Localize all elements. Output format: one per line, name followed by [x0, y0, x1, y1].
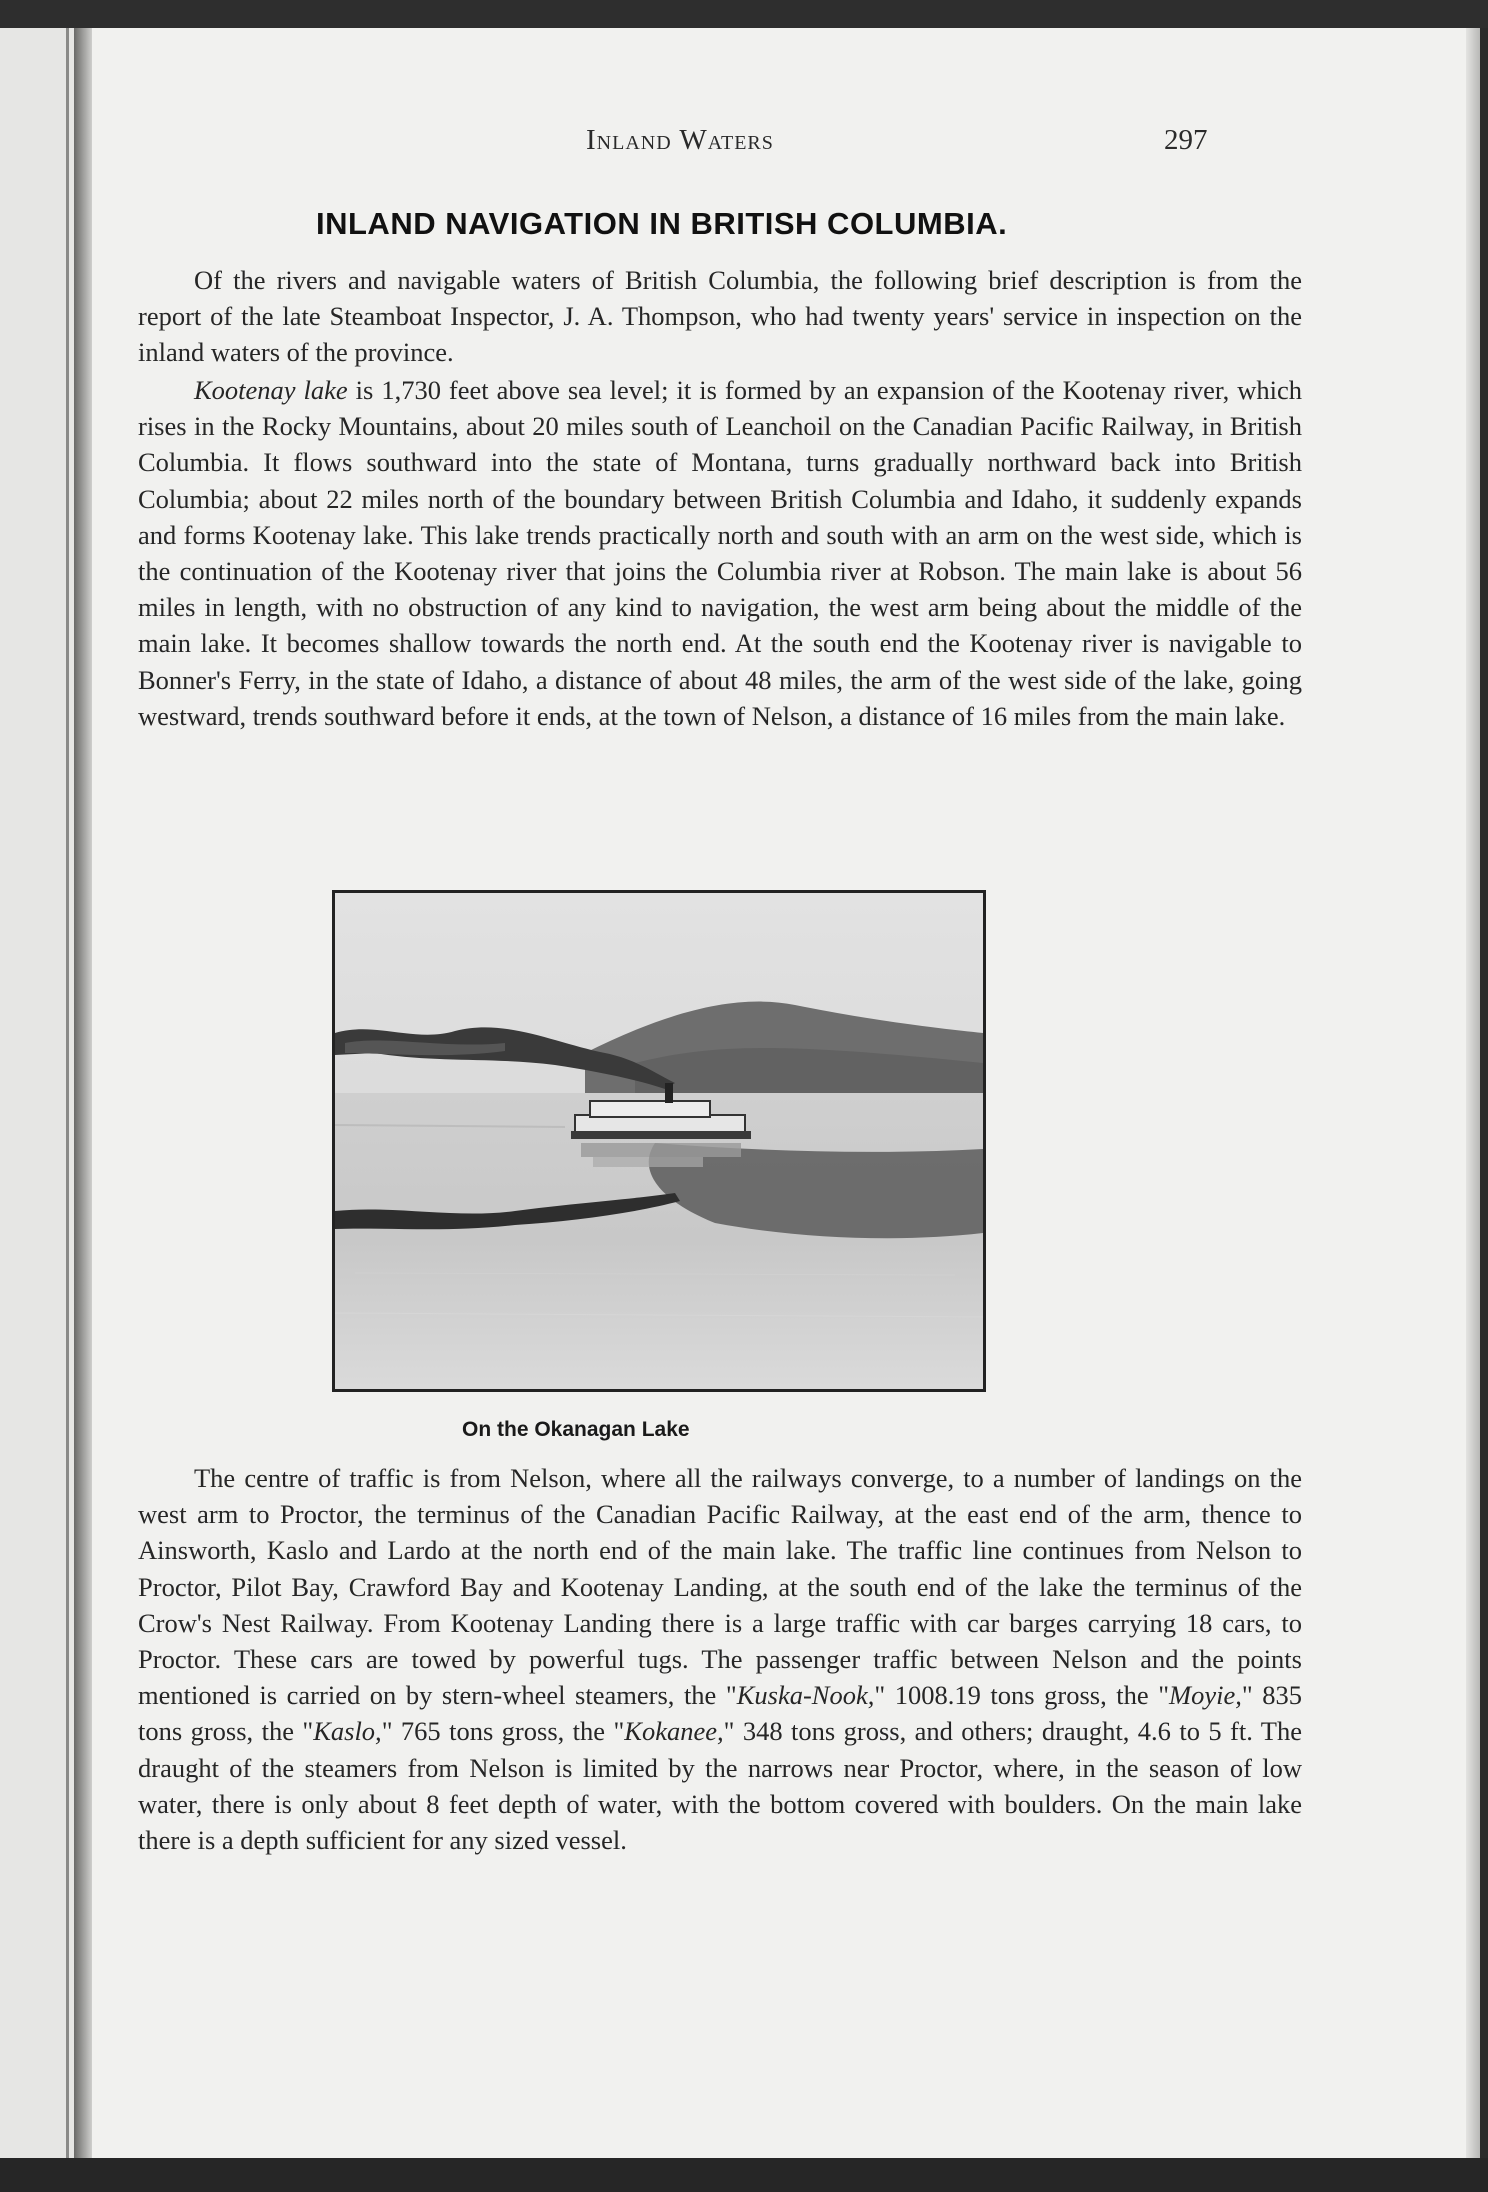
page-number: 297 [1164, 124, 1208, 156]
paragraph-traffic [138, 1460, 1302, 1858]
lake-steamer-photo [332, 890, 986, 1392]
ship-name-kaslo: Kaslo, [313, 1716, 382, 1747]
facing-page-edge [0, 28, 92, 2158]
ship-name-kuska-nook: Kuska-Nook, [736, 1680, 875, 1711]
paragraph-kootenay-lake [138, 372, 1302, 734]
paragraph-traffic-text-d: " 765 tons gross, the " [381, 1716, 625, 1747]
scan-bottom-border [0, 2158, 1488, 2192]
paragraph-traffic-text-e: " 348 tons gross, and others; draught, 4.6 to 5 ft. The draught of the steamers from Nelson is limited by the narrows near Proctor, where, in the season of low water, there is only about 8 feet depth of water, with the bottom covered with boulders. On the main lake there is a depth sufficient for any sized vessel. [138, 1716, 1302, 1856]
paragraph-traffic-text-a: The centre of traffic is from Nelson, where all the railways converge, to a number of landings on the west arm to Proctor, the terminus of the Canadian Pacific Railway, at the east end of the arm, thence to Ainsworth, Kaslo and Lardo at the north end of the main lake. The traffic line continues from Nelson to Proctor, Pilot Bay, Crawford Bay and Kootenay Landing, at the south end of the lake the terminus of the Crow's Nest Railway. From Kootenay Landing there is a large traffic with car barges carrying 18 cars, to Proctor. These cars are towed by powerful tugs. The passenger traffic between Nelson and the points mentioned is carried on by stern-wheel steamers, the " [138, 1463, 1302, 1711]
ship-name-moyie: Moyie, [1169, 1680, 1242, 1711]
ship-name-kokanee: Kokanee, [624, 1716, 724, 1747]
figure-caption: On the Okanagan Lake [462, 1418, 690, 1441]
page-edge-shadow [1466, 28, 1480, 2158]
paragraph-intro [138, 262, 1302, 371]
paragraph-intro-text: Of the rivers and navigable waters of British Columbia, the following brief description is from the report of the late Steamboat Inspector, J. A. Thompson, who had twenty years' service in inspection on the inland waters of the province. [138, 265, 1302, 368]
steamer-on-lake-image [335, 893, 983, 1389]
article-title: INLAND NAVIGATION IN BRITISH COLUMBIA. [316, 206, 1008, 241]
paragraph-kootenay-lake-text: is 1,730 feet above sea level; it is formed by an expansion of the Kootenay river, which rises in the Rocky Mountains, about 20 miles south of Leanchoil on the Canadian Pacific Railway, in British Columbia. It flows southward into the state of Montana, turns gradually northward back into British Columbia; about 22 miles north of the boundary between British Columbia and Idaho, it suddenly expands and forms Kootenay lake. This lake trends practically north and south with an arm on the west side, which is the continuation of the Kootenay river that joins the Columbia river at Robson. The main lake is about 56 miles in length, with no obstruction of any kind to navigation, the west arm being about the middle of the main lake. It becomes shallow towards the north end. At the south end the Kootenay river is navigable to Bonner's Ferry, in the state of Idaho, a distance of about 48 miles, the arm of the west side of the lake, going westward, trends southward before it ends, at the town of Nelson, a distance of 16 miles from the main lake. [138, 375, 1302, 731]
running-head: Inland Waters [586, 124, 774, 156]
paragraph-traffic-text-b: " 1008.19 tons gross, the " [874, 1680, 1170, 1711]
kootenay-lake-term: Kootenay lake [194, 375, 348, 405]
paragraph-traffic-text-c: " 835 tons gross, the " [138, 1680, 1303, 1747]
scan-top-border [0, 0, 1488, 28]
